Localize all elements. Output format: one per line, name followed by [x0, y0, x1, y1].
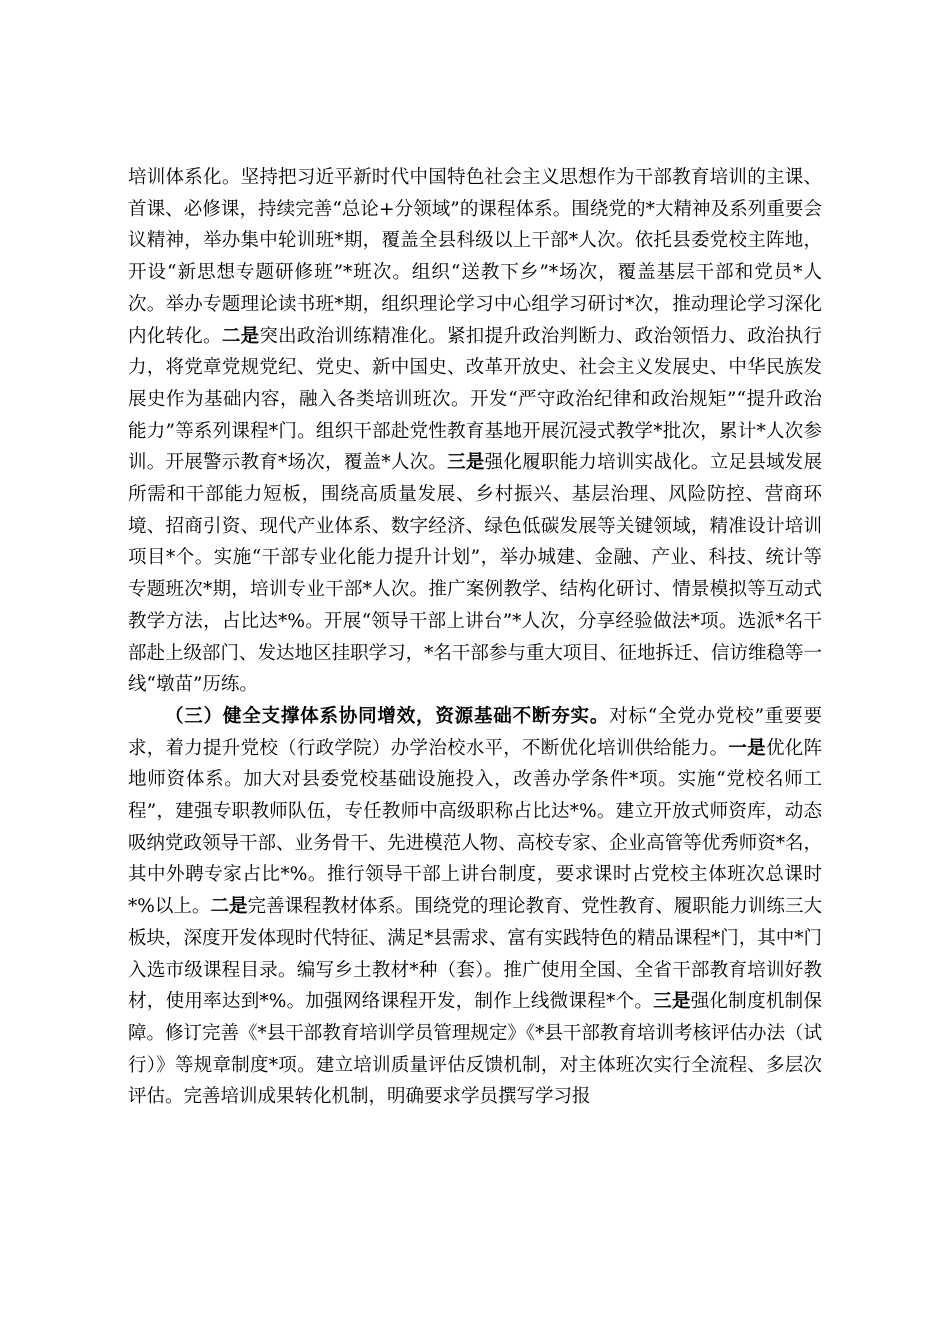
document-body: [128, 162, 822, 1113]
paragraph-2-marker-two: 二是: [210, 896, 248, 918]
paragraph-2: [128, 701, 822, 1113]
paragraph-2-marker-three: 三是: [653, 991, 691, 1013]
paragraph-1-text-3: 强化履职能力培训实战化。立足县域发展所需和干部能力短板，围绕高质量发展、乡村振兴、基层治理、风险防控、营商环境、招商引资、现代产业体系、数字经济、绿色低碳发展等关键领域，精准设计培训项目*个。实施“干部专业化能力提升计划”，举办城建、金融、产业、科技、统计等专题班次*期，培训专业干部*人次。推广案例教学、结构化研讨、情景模拟等互动式教学方法，占比达*%。开展“领导干部上讲台”*人次，分享经验做法*项。选派*名干部赴上级部门、发达地区挂职学习，*名干部参与重大项目、征地拆迁、信访维稳等一线“墩苗”历练。: [128, 452, 822, 696]
paragraph-2-text-2: 优化阵地师资体系。加大对县委党校基础设施投入，改善办学条件*项。实施“党校名师工程”，建强专职教师队伍，专任教师中高级职称占比达*%。建立开放式师资库，动态吸纳党政领导干部、业务骨干、先进模范人物、高校专家、企业高管等优秀师资*名，其中外聘专家占比*%。推行领导干部上讲台制度，要求课时占党校主体班次总课时*%以上。: [128, 737, 822, 918]
paragraph-1-text-2: 突出政治训练精准化。紧扣提升政治判断力、政治领悟力、政治执行力，将党章党规党纪、党史、新中国史、改革开放史、社会主义发展史、中华民族发展史作为基础内容，融入各类培训班次。开发“严守政治纪律和政治规矩”“提升政治能力”等系列课程*门。组织干部赴党性教育基地开展沉浸式教学*批次，累计*人次参训。开展警示教育*场次，覆盖*人次。: [128, 325, 822, 474]
paragraph-1-marker-two: 二是: [221, 325, 260, 347]
paragraph-1-text-1: 培训体系化。坚持把习近平新时代中国特色社会主义思想作为干部教育培训的主课、首课、必修课，持续完善“总论+分领域”的课程体系。围绕党的*大精神及系列重要会议精神，举办集中轮训班*期，覆盖全县科级以上干部*人次。依托县委党校主阵地，开设“新思想专题研修班”*班次。组织“送教下乡”*场次，覆盖基层干部和党员*人次。举办专题理论读书班*期，组织理论学习中心组学习研讨*次，推动理论学习深化内化转化。: [128, 167, 822, 347]
paragraph-1-marker-three: 三是: [447, 452, 485, 474]
section-heading-3: （三）健全支撑体系协同增效，资源基础不断夯实。: [165, 705, 610, 727]
paragraph-2-text-1: 对标“全党办党校”重要要求，着力提升党校（行政学院）办学治校水平，不断优化培训供给能力。: [128, 705, 822, 759]
paragraph-2-text-3: 完善课程教材体系。围绕党的理论教育、党性教育、履职能力训练三大板块，深度开发体现时代特征、满足*县需求、富有实践特色的精品课程*门，其中*门入选市级课程目录。编写乡土教材*种（套）。推广使用全国、全省干部教育培训好教材，使用率达到*%。加强网络课程开发，制作上线微课程*个。: [128, 896, 822, 1013]
paragraph-1: [128, 162, 822, 701]
paragraph-2-text-4: 强化制度机制保障。修订完善《*县干部教育培训学员管理规定》《*县干部教育培训考核评估办法（试行）》等规章制度*项。建立培训质量评估反馈机制，对主体班次实行全流程、多层次评估。完善培训成果转化机制，明确要求学员撰写学习报: [128, 991, 822, 1108]
paragraph-2-marker-one: 一是: [728, 737, 766, 759]
